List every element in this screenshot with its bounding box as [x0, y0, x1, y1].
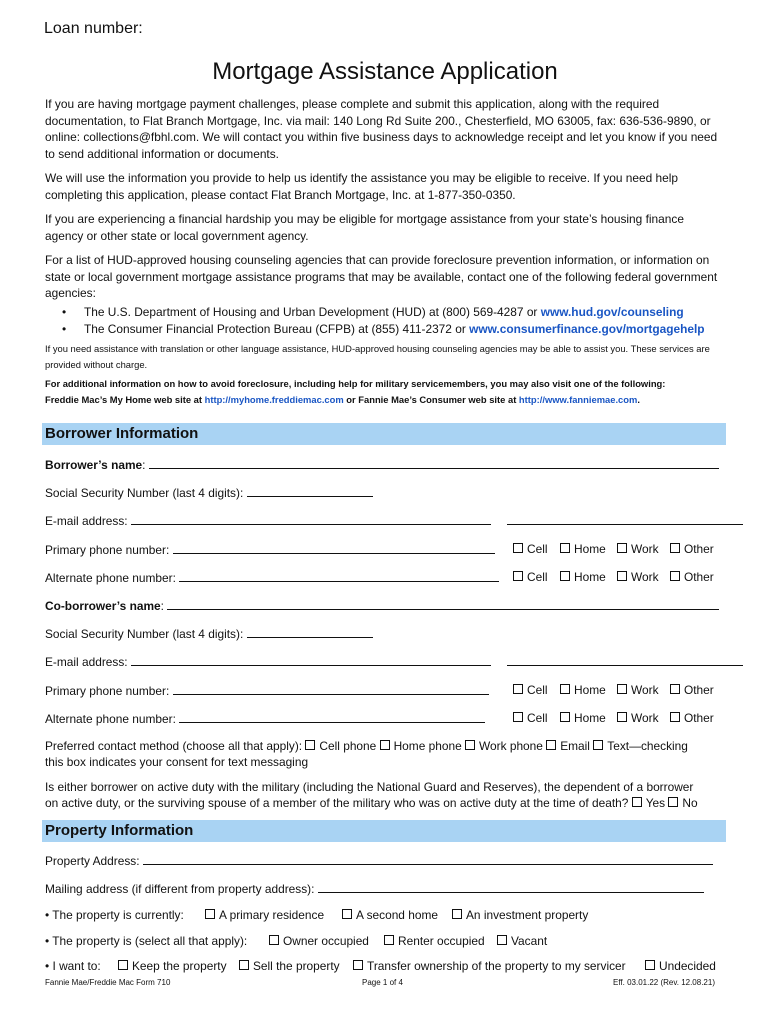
military-question-line-1: Is either borrower on active duty with the military (including the National Guard and Reserves), the dependent of a borrower: [45, 780, 694, 794]
home-label: Home: [574, 542, 606, 556]
translation-note: If you need assistance with translation or other language assistance, HUD-approved housing counseling agencies may be able to assist you. These services are provided without charge.: [45, 343, 710, 370]
borrower-ssn-field[interactable]: [247, 485, 373, 497]
vacant-checkbox[interactable]: [497, 934, 547, 948]
work-label: Work: [631, 570, 659, 584]
period: .: [637, 393, 640, 405]
no-label: No: [682, 796, 698, 810]
sell-property-label: Sell the property: [253, 959, 340, 973]
borrower-email-field-2[interactable]: [507, 513, 743, 525]
coborrower-primary-work-checkbox[interactable]: [617, 683, 659, 697]
cell-label: Cell: [527, 683, 548, 697]
borrower-primary-cell-checkbox[interactable]: [513, 542, 547, 556]
contact-home-checkbox[interactable]: [380, 739, 462, 753]
primary-residence-checkbox[interactable]: [205, 908, 324, 922]
military-no-checkbox[interactable]: [668, 796, 697, 810]
borrower-name-label: Borrower’s name: [45, 458, 143, 472]
coborrower-name-label: Co-borrower’s name: [45, 599, 161, 613]
coborrower-ssn-label: Social Security Number (last 4 digits):: [45, 627, 247, 641]
other-label: Other: [684, 570, 714, 584]
coborrower-alternate-phone-label: Alternate phone number:: [45, 712, 180, 726]
work-label: Work: [631, 542, 659, 556]
list-item-cfpb: • The Consumer Financial Protection Bureau (CFPB) at (855) 411-2372 or www.consumerfinance.gov/mortgagehelp: [62, 322, 705, 336]
mailing-address-label: Mailing address (if different from property address):: [45, 882, 318, 896]
property-address-field[interactable]: [143, 853, 713, 865]
property-currently-row: • The property is currently:: [45, 908, 184, 922]
hud-link[interactable]: www.hud.gov/counseling: [540, 305, 684, 319]
investment-property-label: An investment property: [466, 908, 589, 922]
coborrower-name-field[interactable]: [167, 598, 719, 610]
military-yes-checkbox[interactable]: [632, 796, 665, 810]
coborrower-primary-phone-row: [45, 683, 489, 698]
additional-info-line-2: [45, 392, 735, 408]
hud-text: The U.S. Department of Housing and Urban Development (HUD) at (800) 569-4287 or: [84, 305, 541, 319]
coborrower-primary-cell-checkbox[interactable]: [513, 683, 547, 697]
primary-residence-label: A primary residence: [219, 908, 325, 922]
borrower-alternate-cell-checkbox[interactable]: [513, 570, 547, 584]
coborrower-ssn-field[interactable]: [247, 626, 373, 638]
coborrower-name-row: Co-borrower’s name:: [45, 598, 719, 613]
coborrower-email-field[interactable]: [131, 654, 491, 666]
coborrower-alternate-cell-checkbox[interactable]: [513, 711, 547, 725]
coborrower-alternate-phone-row: [45, 711, 485, 726]
intro-paragraph-4: For a list of HUD-approved housing counseling agencies that can provide foreclosure prevention information, or information on state or local government mortgage assistance programs that may be available, contact one of the following federal government agencies:: [45, 253, 718, 300]
yes-label: Yes: [645, 796, 666, 810]
borrower-primary-other-checkbox[interactable]: [670, 542, 714, 556]
cell-label: Cell: [527, 542, 548, 556]
cell-label: Cell: [527, 711, 548, 725]
investment-property-checkbox[interactable]: [452, 908, 588, 922]
mailing-address-field[interactable]: [318, 881, 704, 893]
borrower-alternate-phone-label: Alternate phone number:: [45, 571, 180, 585]
mailing-address-row: [45, 881, 704, 896]
coborrower-alternate-work-checkbox[interactable]: [617, 711, 659, 725]
list-item-hud: • The U.S. Department of Housing and Urban Development (HUD) at (800) 569-4287 or www.hud.gov/counseling: [62, 305, 684, 319]
borrower-alternate-home-checkbox[interactable]: [560, 570, 606, 584]
freddie-text: Freddie Mac’s My Home web site at: [45, 393, 205, 405]
borrower-email-label: E-mail address:: [45, 514, 131, 528]
property-currently-label: The property is currently:: [52, 908, 184, 922]
borrower-primary-phone-field[interactable]: [173, 542, 495, 554]
coborrower-alternate-other-checkbox[interactable]: [670, 711, 714, 725]
contact-cell-checkbox[interactable]: [305, 739, 376, 753]
other-label: Other: [684, 711, 714, 725]
contact-text-checkbox[interactable]: [593, 739, 688, 753]
borrower-email-field[interactable]: [131, 513, 491, 525]
owner-occupied-checkbox[interactable]: [269, 934, 369, 948]
coborrower-alternate-phone-field[interactable]: [179, 711, 485, 723]
borrower-email-row: [45, 513, 743, 528]
military-question-text: on active duty, or the surviving spouse of a member of the military who was on active duty at the time of death?: [45, 796, 629, 810]
property-address-label: Property Address:: [45, 854, 143, 868]
footer-effective-date: Eff. 03.01.22 (Rev. 12.08.21): [613, 978, 715, 987]
contact-email-label: Email: [560, 739, 590, 753]
borrower-name-field[interactable]: [149, 457, 719, 469]
coborrower-primary-phone-field[interactable]: [173, 683, 489, 695]
borrower-primary-phone-label: Primary phone number:: [45, 543, 173, 557]
vacant-label: Vacant: [511, 934, 548, 948]
borrower-alternate-other-checkbox[interactable]: [670, 570, 714, 584]
borrower-alternate-phone-field[interactable]: [179, 570, 499, 582]
coborrower-primary-phone-label: Primary phone number:: [45, 684, 173, 698]
footer-page-number: Page 1 of 4: [362, 978, 403, 987]
property-is-row: • The property is (select all that apply):: [45, 934, 248, 948]
renter-occupied-checkbox[interactable]: [384, 934, 485, 948]
second-home-label: A second home: [356, 908, 438, 922]
preferred-contact-label: Preferred contact method (choose all that apply):: [45, 739, 303, 753]
cell-label: Cell: [527, 570, 548, 584]
property-is-label: The property is (select all that apply):: [52, 934, 248, 948]
home-label: Home: [574, 683, 606, 697]
intro-paragraph-1: If you are having mortgage payment challenges, please complete and submit this application, along with the required documentation, to Flat Branch Mortgage, Inc. via mail: 140 Long Rd Suite 200., Chesterfield, MO 63005, fax: 636-536-9890, or online: collections@fbhl.com. We will contact you within five business days to acknowledge receipt and let you know if you need to send additional information or documents.: [45, 97, 718, 161]
coborrower-ssn-row: [45, 626, 373, 641]
loan-number-label: Loan number:: [44, 20, 143, 37]
borrower-alternate-phone-row: [45, 570, 499, 585]
contact-cell-label: Cell phone: [319, 739, 377, 753]
coborrower-primary-other-checkbox[interactable]: [670, 683, 714, 697]
work-label: Work: [631, 711, 659, 725]
intro-paragraph-3: If you are experiencing a financial hardship you may be eligible for mortgage assistance from your state’s housing finance agency or other state or local government agency.: [45, 212, 684, 243]
fannie-link[interactable]: http://www.fanniemae.com: [518, 393, 638, 405]
owner-occupied-label: Owner occupied: [283, 934, 369, 948]
second-home-checkbox[interactable]: [342, 908, 438, 922]
borrower-ssn-row: [45, 485, 373, 500]
contact-work-label: Work phone: [479, 739, 543, 753]
contact-email-checkbox[interactable]: [546, 739, 590, 753]
undecided-checkbox[interactable]: [645, 959, 716, 973]
contact-text-label: Text—checking: [607, 739, 688, 753]
want-to-row: • I want to:: [45, 959, 101, 973]
borrower-primary-work-checkbox[interactable]: [617, 542, 659, 556]
contact-work-checkbox[interactable]: [465, 739, 543, 753]
borrower-primary-home-checkbox[interactable]: [560, 542, 606, 556]
coborrower-email-label: E-mail address:: [45, 655, 131, 669]
want-to-label: I want to:: [52, 959, 101, 973]
keep-property-checkbox[interactable]: [118, 959, 227, 973]
coborrower-alternate-home-checkbox[interactable]: [560, 711, 606, 725]
additional-info: [45, 376, 735, 407]
work-label: Work: [631, 683, 659, 697]
undecided-label: Undecided: [659, 959, 716, 973]
transfer-ownership-label: Transfer ownership of the property to my servicer: [367, 959, 626, 973]
borrower-primary-phone-row: [45, 542, 495, 557]
cfpb-link[interactable]: www.consumerfinance.gov/mortgagehelp: [469, 322, 705, 336]
additional-info-line-1: For additional information on how to avoid foreclosure, including help for military servicemembers, you may also visit one of the following:: [45, 378, 666, 389]
page-title: Mortgage Assistance Application: [212, 58, 558, 85]
property-section-header: Property Information: [42, 820, 726, 842]
text-consent-note: this box indicates your consent for text messaging: [45, 755, 309, 769]
property-address-row: [45, 853, 713, 868]
military-question-line-2: [45, 796, 698, 810]
coborrower-email-field-2[interactable]: [507, 654, 743, 666]
sell-property-checkbox[interactable]: [239, 959, 340, 973]
home-label: Home: [574, 711, 606, 725]
renter-occupied-label: Renter occupied: [398, 934, 485, 948]
coborrower-email-row: [45, 654, 743, 669]
borrower-section-header: Borrower Information: [42, 423, 726, 445]
freddie-link[interactable]: http://myhome.freddiemac.com: [204, 393, 344, 405]
transfer-ownership-checkbox[interactable]: [353, 959, 626, 973]
intro-paragraph-2: We will use the information you provide to help us identify the assistance you may be eligible to receive. If you need help completing this application, please contact Flat Branch Mortgage, Inc. at 1-877-350-0350.: [45, 171, 678, 202]
borrower-name-row: Borrower’s name:: [45, 457, 719, 472]
cfpb-text: The Consumer Financial Protection Bureau (CFPB) at (855) 411-2372 or: [84, 322, 470, 336]
contact-home-label: Home phone: [393, 739, 462, 753]
coborrower-primary-home-checkbox[interactable]: [560, 683, 606, 697]
fannie-text: or Fannie Mae’s Consumer web site at: [343, 393, 519, 405]
home-label: Home: [574, 570, 606, 584]
other-label: Other: [684, 542, 714, 556]
preferred-contact-row: [45, 739, 688, 753]
footer-form-id: Fannie Mae/Freddie Mac Form 710: [45, 978, 171, 987]
other-label: Other: [684, 683, 714, 697]
borrower-ssn-label: Social Security Number (last 4 digits):: [45, 486, 247, 500]
keep-property-label: Keep the property: [132, 959, 227, 973]
borrower-alternate-work-checkbox[interactable]: [617, 570, 659, 584]
